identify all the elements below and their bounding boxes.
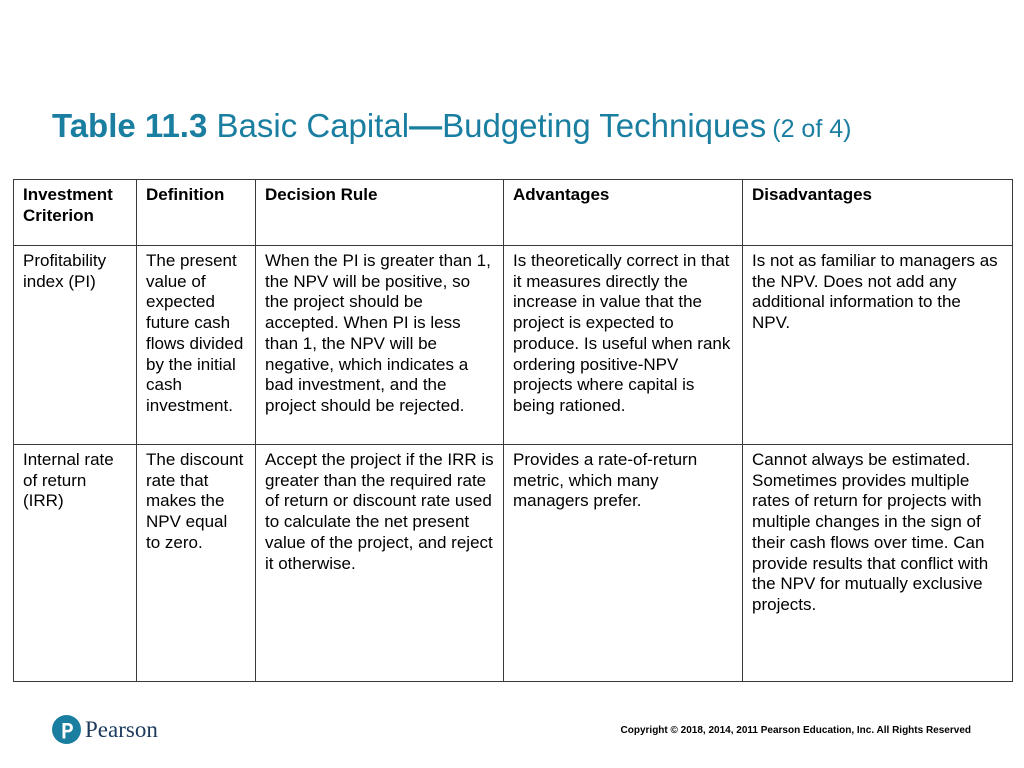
cell-criterion: Profitability index (PI)	[14, 246, 137, 445]
table-row	[14, 246, 1013, 445]
header-definition: Definition	[137, 180, 256, 246]
title-text-after-dash: Budgeting Techniques	[442, 107, 767, 144]
title-text-before-dash: Basic Capital	[216, 107, 410, 144]
capital-budgeting-table	[13, 179, 1013, 682]
cell-decision-rule: When the PI is greater than 1, the NPV will be positive, so the project should be accepted. When PI is less than 1, the NPV will be negative, which indicates a bad investment, and the project should be rejected.	[256, 246, 504, 445]
pearson-logo	[52, 714, 158, 745]
copyright-notice: Copyright © 2018, 2014, 2011 Pearson Education, Inc. All Rights Reserved	[620, 725, 971, 736]
table-row	[14, 445, 1013, 682]
header-decision-rule: Decision Rule	[256, 180, 504, 246]
header-advantages: Advantages	[504, 180, 743, 246]
cell-disadvantages: Is not as familiar to managers as the NPV. Does not add any additional information to the NPV.	[743, 246, 1013, 445]
cell-advantages: Provides a rate-of-return metric, which many managers prefer.	[504, 445, 743, 682]
cell-decision-rule: Accept the project if the IRR is greater than the required rate of return or discount rate used to calculate the net present value of the project, and reject it otherwise.	[256, 445, 504, 682]
pearson-p-icon	[52, 714, 81, 745]
header-disadvantages: Disadvantages	[743, 180, 1013, 246]
title-dash: —	[409, 107, 443, 144]
pearson-wordmark: Pearson	[85, 717, 158, 742]
header-investment-criterion: Investment Criterion	[14, 180, 137, 246]
slide-title	[52, 104, 851, 151]
cell-disadvantages: Cannot always be estimated. Sometimes provides multiple rates of return for projects with multiple changes in the sign of their cash flows over time. Can provide results that conflict with the NPV for mutually exclusive projects.	[743, 445, 1013, 682]
cell-definition: The present value of expected future cash flows divided by the initial cash investment.	[137, 246, 256, 445]
cell-criterion: Internal rate of return (IRR)	[14, 445, 137, 682]
cell-advantages: Is theoretically correct in that it measures directly the increase in value that the project is expected to produce. Is useful when rank ordering positive-NPV projects where capital is being rationed.	[504, 246, 743, 445]
title-part-indicator: (2 of 4)	[772, 115, 852, 143]
table-header-row	[14, 180, 1013, 246]
cell-definition: The discount rate that makes the NPV equal to zero.	[137, 445, 256, 682]
table-number: Table 11.3	[52, 107, 208, 144]
